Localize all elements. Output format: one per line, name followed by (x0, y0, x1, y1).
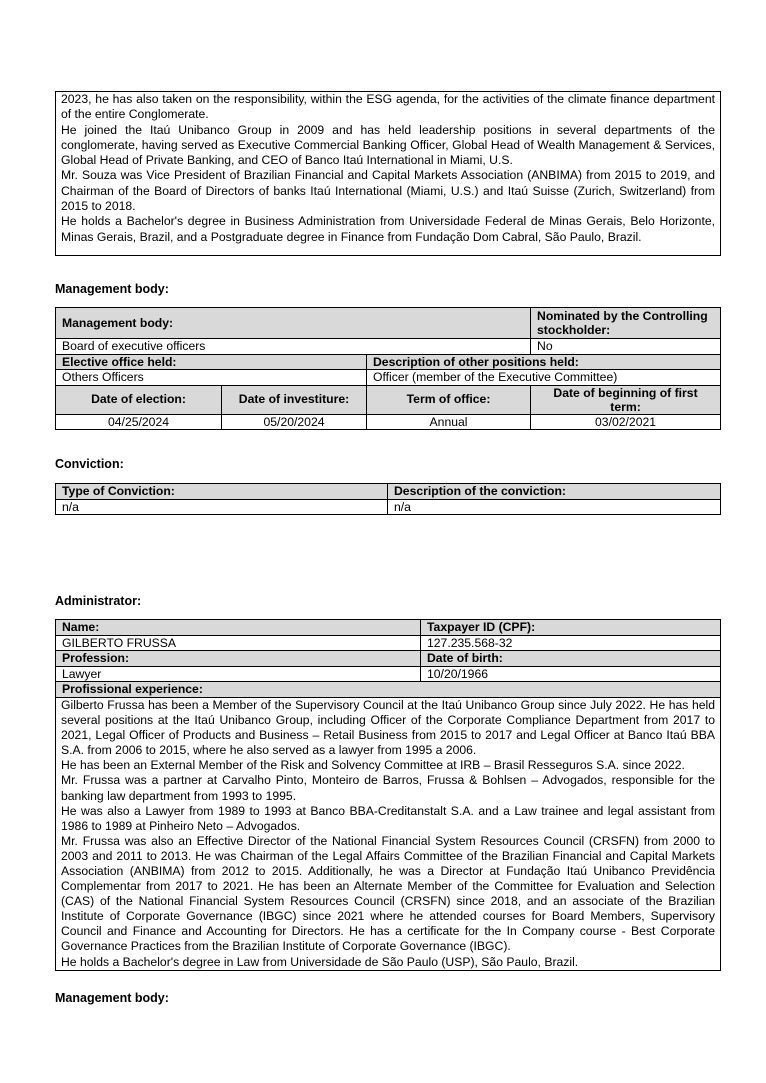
first-term-label: Date of beginning of first term: (531, 385, 721, 414)
conviction-type-value: n/a (56, 499, 388, 515)
bio-paragraph: 2023, he has also taken on the responsibility, within the ESG agenda, for the activities of the climate finance department of the entire Conglomerate. (61, 92, 715, 122)
cpf-label: Taxpayer ID (CPF): (421, 620, 721, 636)
date-investiture-label: Date of investiture: (222, 385, 367, 414)
experience-paragraph: Mr. Frussa was also an Effective Director of the National Financial System Resources Council (CRSFN) from 2000 to 2003 and 2011 to 2013. He was Chairman of the Legal Affairs Committee of the Brazilian Financial and Capital Markets Association (ANBIMA) from 2012 to 2015. Additionally, he was a Director at Fundação Itaú Unibanco Previdência Complementar from 2017 to 2021. He has been an Alternate Member of the Committee for Evaluation and Selection (CAS) of the National Financial System Resources Council (CRSFN) since 2018, and an associate of the Brazilian Institute of Corporate Governance (IBGC) since 2021 where he attended courses for Board Members, Supervisory Council and Finance and Accounting for Directors. He has a certificate for the In Company course - Best Corporate Governance Practices from the Brazilian Institute of Corporate Governance (IBGC). (61, 833, 715, 954)
nominated-label: Nominated by the Controlling stockholder: (531, 308, 721, 339)
bio-paragraph: Mr. Souza was Vice President of Brazilian Financial and Capital Markets Association (ANBIMA) from 2015 to 2019, and Chairman of the Board of Directors of banks Itaú International (Miami, U.S.) and Itaú Suisse (Zurich, Switzerland) from 2015 to 2018. (61, 168, 715, 214)
profession-label: Profession: (56, 651, 421, 667)
experience-paragraph: He was also a Lawyer from 1989 to 1993 at Banco BBA-Creditanstalt S.A. and a Law trainee and legal assistant from 1986 to 1989 at Pinheiro Neto – Advogados. (61, 803, 715, 833)
experience-paragraph: Gilberto Frussa has been a Member of the Supervisory Council at the Itaú Unibanco Group since July 2022. He has held several positions at the Itaú Unibanco Group, including Officer of the Corporate Compliance Department from 2017 to 2021, Legal Officer of Products and Business – Retail Business from 2015 to 2017 and Legal Officer at Banco Itaú BBA S.A. from 2006 to 2015, where he also served as a lawyer from 1995 a 2006. (61, 697, 715, 758)
nominated-value: No (531, 339, 721, 355)
management-body-heading-2: Management body: (55, 991, 169, 1005)
other-positions-label: Description of other positions held: (367, 354, 721, 370)
date-election-label: Date of election: (56, 385, 222, 414)
first-term-value: 03/02/2021 (531, 414, 721, 430)
profession-value: Lawyer (56, 666, 421, 682)
experience-cell (56, 697, 721, 970)
conviction-type-label: Type of Conviction: (56, 484, 388, 500)
administrator-heading: Administrator: (55, 594, 142, 608)
date-election-value: 04/25/2024 (56, 414, 222, 430)
elective-office-value: Others Officers (56, 370, 367, 386)
experience-paragraph: He holds a Bachelor's degree in Law from Universidade de São Paulo (USP), São Paulo, Brazil. (61, 954, 579, 969)
bio-continuation-box (55, 91, 721, 256)
conviction-desc-value: n/a (388, 499, 721, 515)
name-value: GILBERTO FRUSSA (56, 635, 421, 651)
dob-value: 10/20/1966 (421, 666, 721, 682)
management-body-table (55, 307, 721, 430)
conviction-table (55, 483, 721, 515)
management-body-label: Management body: (56, 308, 531, 339)
date-investiture-value: 05/20/2024 (222, 414, 367, 430)
bio-paragraph: He holds a Bachelor's degree in Business Administration from Universidade Federal de Minas Gerais, Belo Horizonte, Minas Gerais, Brazil, and a Postgraduate degree in Finance from Fundação Dom Cabral, São Paulo, Brazil. (61, 214, 715, 244)
conviction-heading: Conviction: (55, 457, 124, 471)
cpf-value: 127.235.568-32 (421, 635, 721, 651)
elective-office-label: Elective office held: (56, 354, 367, 370)
administrator-table (55, 619, 721, 971)
term-label: Term of office: (367, 385, 531, 414)
management-body-value: Board of executive officers (56, 339, 531, 355)
experience-paragraph: Mr. Frussa was a partner at Carvalho Pinto, Monteiro de Barros, Frussa & Bohlsen – Advogados, responsible for the banking law department from 1993 to 1995. (61, 773, 715, 803)
dob-label: Date of birth: (421, 651, 721, 667)
other-positions-value: Officer (member of the Executive Committee) (367, 370, 721, 386)
name-label: Name: (56, 620, 421, 636)
bio-paragraph: He joined the Itaú Unibanco Group in 2009 and has held leadership positions in several departments of the conglomerate, having served as Executive Commercial Banking Officer, Global Head of Wealth Management & Services, Global Head of Private Banking, and CEO of Banco Itaú International in Miami, U.S. (61, 122, 715, 168)
experience-label: Profissional experience: (56, 682, 721, 698)
conviction-desc-label: Description of the conviction: (388, 484, 721, 500)
management-body-heading: Management body: (55, 282, 169, 296)
experience-paragraph: He has been an External Member of the Risk and Solvency Committee at IRB – Brasil Resseguros S.A. since 2022. (61, 758, 685, 773)
term-value: Annual (367, 414, 531, 430)
